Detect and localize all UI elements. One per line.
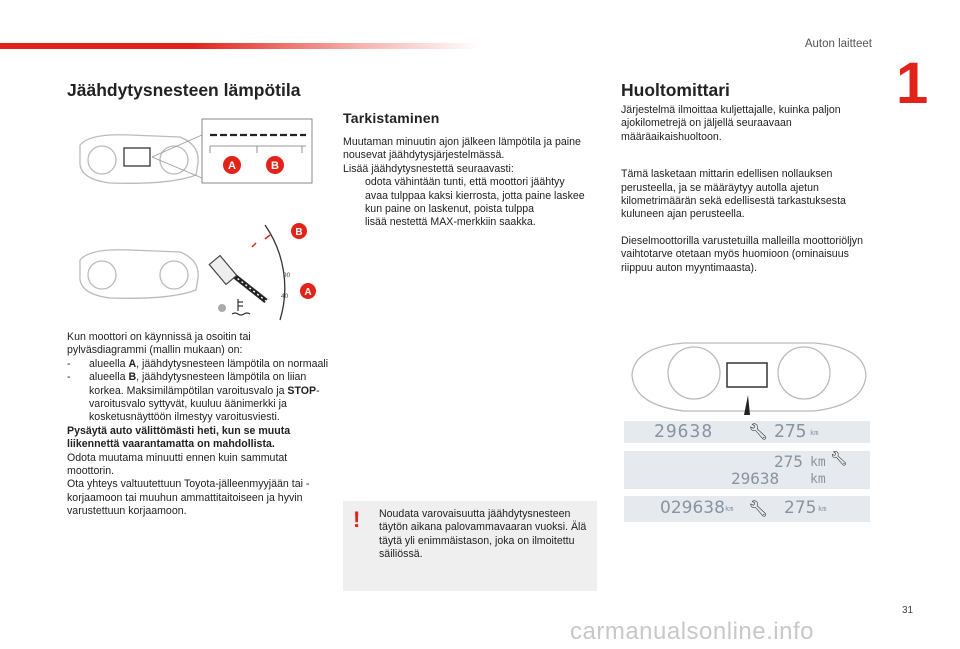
odometer-value: 29638 — [731, 469, 780, 488]
service-para: Järjestelmä ilmoittaa kuljettajalle, kuinka paljon ajokilometrejä on jäljellä seuraavaan määräaikaishuoltoon. — [621, 104, 841, 143]
caution-text: Noudata varovaisuutta jäähdytysnesteen täytön aikana palovammavaaran vuoksi. Älä täytä yli enimmäistason, joka on ilmoitettu säiliössä. — [379, 508, 587, 561]
service-title: Huoltomittari — [621, 80, 730, 100]
check-para: Lisää jäähdytysnestettä seuraavasti: — [343, 162, 514, 175]
label-a-lower: A — [304, 287, 312, 298]
section-label: Auton laitteet — [804, 38, 872, 50]
service-display-1 — [624, 421, 870, 443]
odometer-value: 029638 — [660, 498, 725, 518]
service-remaining-value: 275 — [784, 498, 817, 518]
stop-warning: Pysäytä auto välittömästi heti, kun se muuta liikennettä vaarantamatta on mahdollista. — [67, 424, 291, 451]
coolant-temperature-icon — [232, 299, 250, 315]
list-item: - alueella A, jäähdytysnesteen lämpötila on normaali — [67, 357, 329, 370]
list-item: avaa tulppaa kaksi kierrosta, jotta paine laskee — [365, 189, 585, 202]
service-para: Tämä lasketaan mittarin edellisen nollauksen perusteella, ja se määräytyy autolla ajetun kilometrimäärän sekä edellisestä tarkastuksesta kuluneen ajan perusteella. — [621, 168, 846, 221]
coolant-intro: Kun moottori on käynnissä ja osoitin tai pylväsdiagrammi (mallin mukaan) on: — [67, 331, 251, 357]
check-text — [343, 136, 603, 230]
unit-label: km — [818, 505, 827, 513]
service-remaining-value: 275 — [774, 421, 807, 442]
check-para: Muutaman minuutin ajon jälkeen lämpötila ja paine nousevat jäähdytysjärjestelmässä. — [343, 136, 581, 162]
wrench-icon: 🔧︎ — [748, 422, 769, 441]
unit-label: km — [810, 472, 826, 487]
wrench-icon: 🔧︎ — [830, 451, 848, 467]
indicator-dot-icon — [218, 304, 226, 312]
unit-label: km — [810, 455, 826, 470]
gauge-mark-90: 90 — [283, 272, 291, 279]
list-item: - alueella B, jäähdytysnesteen lämpötila on liian korkea. Maksimilämpötilan varoitusvalo ja STOP-varoitusvalo syttyvät, kuuluu äänimerkki ja kosketusnäyttöön ilmestyy varoitusviesti. — [67, 371, 320, 424]
unit-label: km — [725, 505, 734, 513]
coolant-title: Jäähdytysnesteen lämpötila — [67, 80, 301, 100]
service-dashboard-illustration — [624, 335, 872, 417]
wrench-icon: 🔧︎ — [748, 499, 769, 518]
caution-box — [343, 501, 597, 591]
label-a: A — [228, 160, 236, 172]
list-item: lisää nestettä MAX-merkkiin saakka. — [365, 216, 536, 229]
list-item: odota vähintään tunti, että moottori jäähtyy — [365, 176, 565, 189]
unit-label: km — [810, 429, 819, 437]
label-b-lower: B — [295, 227, 303, 238]
odometer-value: 29638 — [654, 421, 714, 442]
warning-icon: ! — [353, 507, 361, 532]
service-text — [621, 104, 871, 275]
coolant-text — [67, 331, 329, 519]
header-accent-bar — [0, 43, 480, 49]
service-display-3 — [624, 496, 870, 522]
gauge-mark-40: 40 — [281, 293, 289, 300]
watermark: carmanualsonline.info — [570, 618, 814, 645]
coolant-gauge-illustration — [70, 115, 332, 330]
service-para: Dieselmoottorilla varustetuilla malleilla moottoriöljyn vaihtotarve otetaan myös huomioon (ominaisuus riippuu auton myyntimaasta). — [621, 234, 863, 274]
service-remaining-value: 275 — [774, 452, 803, 471]
wait-instruction: Odota muutama minuutti ennen kuin sammutat moottorin. — [67, 451, 288, 478]
contact-instruction: Ota yhteys valtuutettuun Toyota-jälleenmyyjään tai -korjaamoon tai muuhun ammattitaitoiseen ja hyvin varustettuun korjaamoon. — [67, 478, 310, 518]
service-display-2 — [624, 451, 870, 489]
chapter-number: 1 — [896, 51, 929, 116]
list-item: kun paine on laskenut, poista tulppa — [365, 203, 535, 216]
check-title: Tarkistaminen — [343, 110, 440, 126]
label-b: B — [271, 160, 279, 172]
page-number: 31 — [902, 605, 914, 616]
